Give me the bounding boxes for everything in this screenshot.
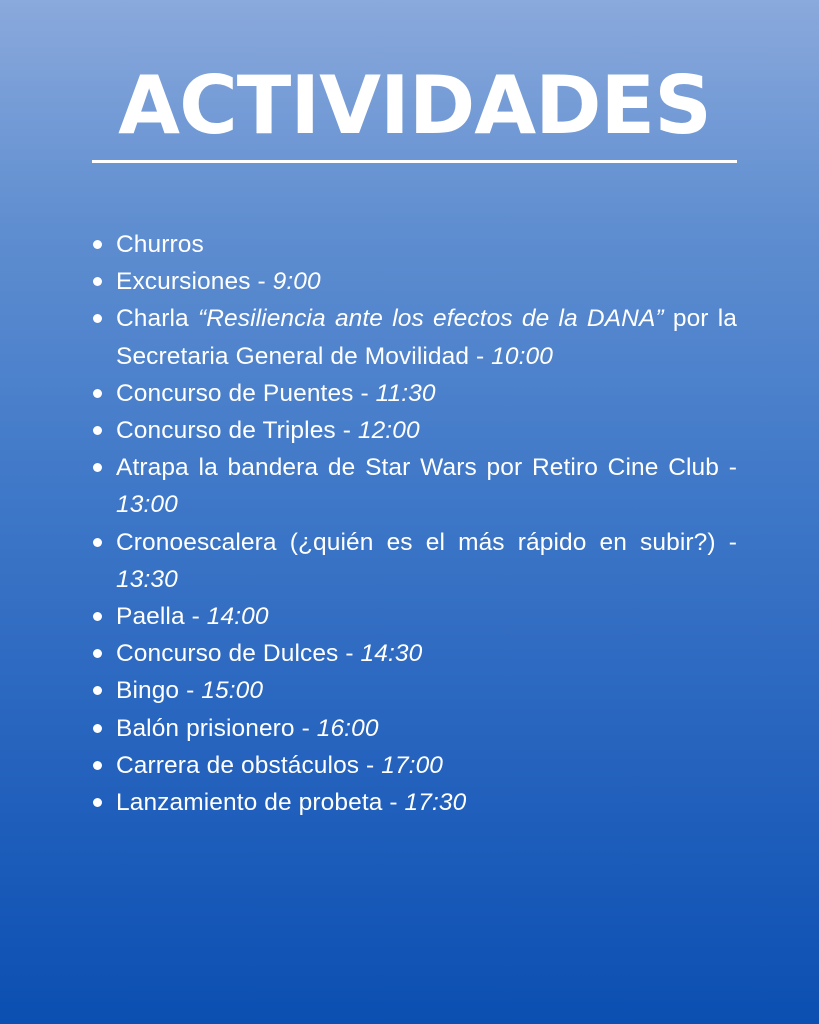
activity-name: Concurso de Dulces [116, 640, 339, 668]
activity-name: Lanzamiento de probeta [116, 789, 383, 817]
activity-time: 12:00 [357, 417, 420, 445]
activity-separator: - [715, 528, 737, 556]
list-item [92, 263, 737, 300]
activity-separator: - [338, 640, 361, 668]
activity-name: Churros [116, 231, 204, 258]
list-item [92, 449, 737, 523]
activity-separator: - [179, 677, 202, 705]
bullet-icon [93, 686, 102, 695]
list-item [92, 226, 737, 263]
bullet-icon [93, 240, 102, 249]
activity-separator: - [294, 714, 317, 742]
activity-time: 11:30 [375, 379, 436, 407]
activity-time: 17:30 [404, 789, 467, 817]
activity-name: Atrapa la bandera de Star Wars por Retiro Cine Club [116, 454, 719, 482]
activity-time: 16:00 [316, 714, 379, 742]
list-item [92, 524, 737, 598]
title-divider [92, 160, 737, 163]
bullet-icon [93, 612, 102, 621]
activity-name: Cronoescalera (¿quién es el más rápido en subir?) [116, 528, 716, 556]
activity-name: Balón prisionero [116, 714, 295, 742]
bullet-icon [93, 463, 102, 472]
activity-name-suffix: por la Secretaria General de Movilidad [116, 305, 737, 370]
activity-separator: - [250, 268, 273, 296]
list-item [92, 635, 737, 672]
list-item [92, 672, 737, 709]
activity-name: Concurso de Puentes [116, 379, 354, 407]
activity-name: Charla [116, 305, 198, 333]
bullet-icon [93, 426, 102, 435]
activity-separator: - [469, 342, 492, 370]
activity-separator: - [353, 379, 376, 407]
activity-time: 9:00 [272, 268, 321, 296]
list-item [92, 300, 737, 374]
activity-separator: - [382, 789, 405, 817]
list-item [92, 784, 737, 821]
bullet-icon [93, 798, 102, 807]
activity-separator: - [335, 417, 358, 445]
activity-name: Bingo [116, 677, 180, 705]
list-item [92, 747, 737, 784]
list-item [92, 412, 737, 449]
activity-name: Excursiones [116, 268, 251, 296]
activity-name: Carrera de obstáculos [116, 751, 360, 779]
activity-time: 17:00 [381, 751, 444, 779]
activity-time: 13:30 [116, 565, 178, 593]
talk-title: “Resiliencia ante los efectos de la DANA” [197, 305, 664, 333]
bullet-icon [93, 538, 102, 547]
list-item [92, 375, 737, 412]
activity-time: 14:00 [206, 603, 269, 631]
activity-separator: - [719, 454, 737, 482]
bullet-icon [93, 314, 102, 323]
activity-separator: - [359, 751, 382, 779]
activity-time: 15:00 [201, 677, 264, 705]
activity-separator: - [184, 603, 207, 631]
bullet-icon [93, 761, 102, 770]
bullet-icon [93, 649, 102, 658]
bullet-icon [93, 277, 102, 286]
page-title: ACTIVIDADES [118, 59, 711, 152]
activity-name: Concurso de Triples [116, 417, 336, 445]
activity-time: 10:00 [491, 342, 553, 370]
activity-time: 14:30 [360, 640, 423, 668]
bullet-icon [93, 724, 102, 733]
activities-list [92, 226, 737, 821]
list-item [92, 710, 737, 747]
activity-name: Paella [116, 603, 185, 631]
bullet-icon [93, 389, 102, 398]
list-item [92, 598, 737, 635]
activity-time: 13:00 [116, 491, 178, 519]
